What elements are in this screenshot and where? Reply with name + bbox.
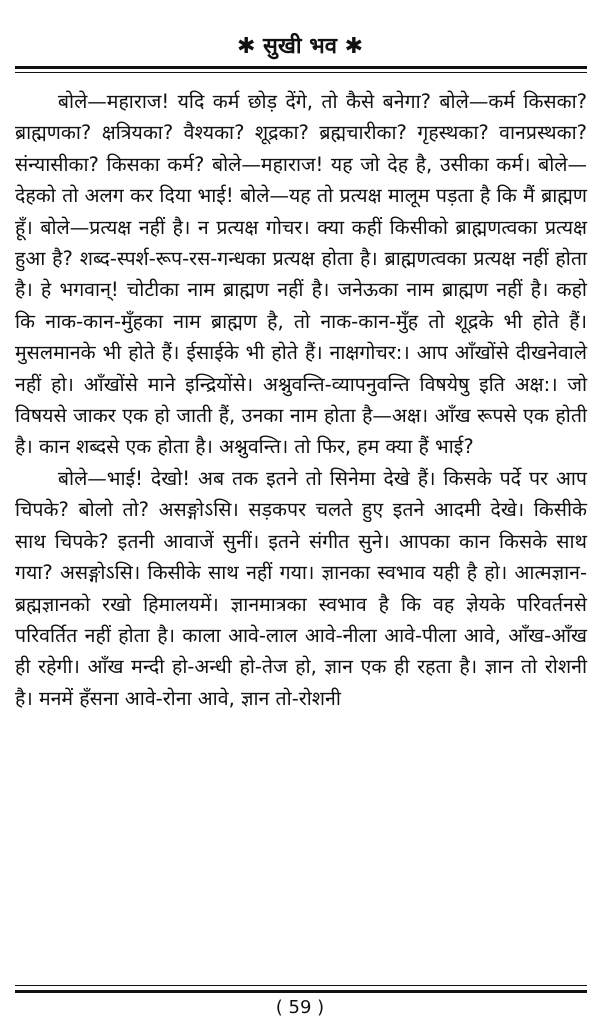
page-number: ( 59 ) xyxy=(275,997,325,1018)
paragraph-1: बोले—महाराज! यदि कर्म छोड़ देंगे, तो कैसे बनेगा? बोले—कर्म किसका? ब्राह्मणका? क्षत्रियका? वैश्यका? शूद्रका? ब्रह्मचारीका? गृहस्थका? वानप्रस्थका? संन्यासीका? किसका कर्म? बोले—महाराज! यह जो देह है, उसीका कर्म। बोले—देहको तो अलग कर दिया भाई! बोले—यह तो प्रत्यक्ष मालूम पड़ता है कि मैं ब्राह्मण हूँ। बोले—प्रत्यक्ष नहीं है। न प्रत्यक्ष गोचर। क्या कहीं किसीको ब्राह्मणत्वका प्रत्यक्ष हुआ है? शब्द-स्पर्श-रूप-रस-गन्धका प्रत्यक्ष होता है। ब्राह्मणत्वका प्रत्यक्ष नहीं होता है। हे भगवान्! चोटीका नाम ब्राह्मण नहीं है। जनेऊका नाम ब्राह्मण नहीं है। कहो कि नाक-कान-मुँहका नाम ब्राह्मण है, तो नाक-कान-मुँह तो शूद्रके भी होते हैं। मुसलमानके भी होते हैं। ईसाईके भी होते हैं। नाक्षगोचर:। आप आँखोंसे दीखनेवाले नहीं हो। आँखोंसे माने इन्द्रियोंसे। अश्नुवन्ति-व्यापनुवन्ति विषयेषु इति अक्ष:। जो विषयसे जाकर एक हो जाती हैं, उनका नाम होता है—अक्ष। आँख रूपसे एक होती है। कान शब्दसे एक होता है। अश्नुवन्ति। तो फिर, हम क्या हैं भाई? xyxy=(15,90,587,459)
header-thick-rule xyxy=(15,66,587,69)
paragraph-2: बोले—भाई! देखो! अब तक इतने तो सिनेमा देखे हैं। किसके पर्दे पर आप चिपके? बोलो तो? असङ्गोऽसि। सड़कपर चलते हुए इतने आदमी देखे। किसीके साथ चिपके? इतनी आवाजें सुनीं। इतने संगीत सुने। आपका कान किसके साथ गया? असङ्गोऽसि। किसीके साथ नहीं गया। ज्ञानका स्वभाव यही है हो। आत्मज्ञान-ब्रह्मज्ञानको रखो हिमालयमें। ज्ञानमात्रका स्वभाव है कि वह ज्ञेयके परिवर्तनसे परिवर्तित नहीं होता है। काला आवे-लाल आवे-नीला आवे-पीला आवे, आँख-आँख ही रहेगी। आँख मन्दी हो-अन्धी हो-तेज हो, ज्ञान एक ही रहता है। ज्ञान तो रोशनी है। मनमें हँसना आवे-रोना आवे, ज्ञान तो-रोशनी xyxy=(15,466,587,710)
page-header-title: ✱ सुखी भव ✱ xyxy=(236,34,364,59)
footer-thick-rule xyxy=(15,990,587,993)
page-body xyxy=(15,86,587,714)
footer-thin-rule xyxy=(15,985,587,986)
header-thin-rule xyxy=(15,72,587,73)
